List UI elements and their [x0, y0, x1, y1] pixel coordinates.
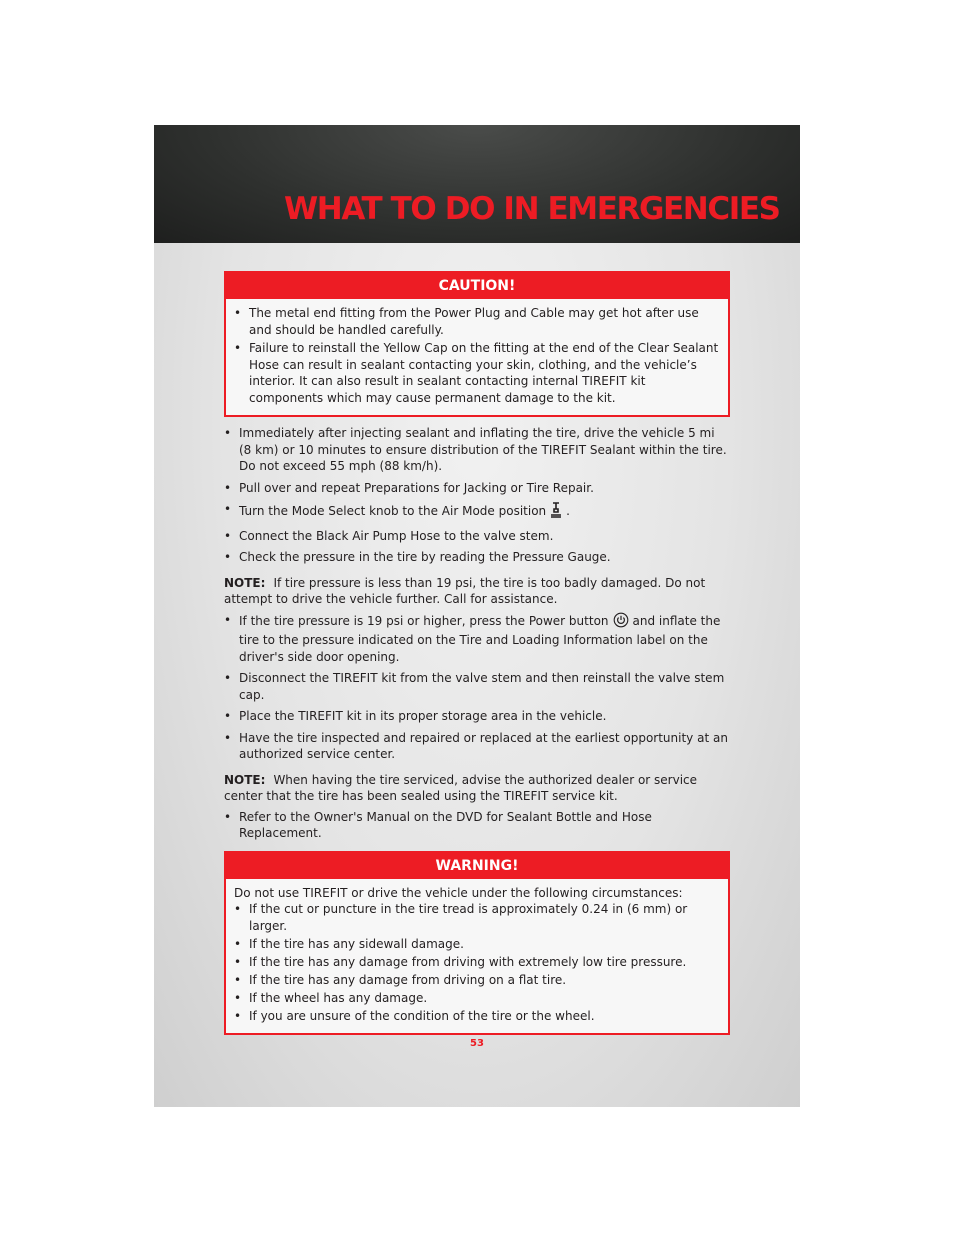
warning-item: • If the tire has any damage from driving with extremely low tire pressure.: [234, 954, 720, 971]
warning-item: • If the wheel has any damage.: [234, 990, 720, 1007]
power-step-after: and inflate the tire to the pressure indicated on the Tire and Loading Information label on the driver's side door opening.: [239, 613, 721, 664]
note: [224, 575, 730, 608]
list-item: • Connect the Black Air Pump Hose to the valve stem.: [224, 528, 730, 545]
warning-item: • If you are unsure of the condition of the tire or the wheel.: [234, 1008, 720, 1025]
caution-item: • The metal end fitting from the Power Plug and Cable may get hot after use and should be handled carefully.: [234, 305, 720, 338]
list-item-mode-select: [224, 501, 730, 523]
mode-step-text: Turn the Mode Select knob to the Air Mode position: [239, 504, 547, 518]
header-band: [154, 125, 800, 243]
warning-item: • If the cut or puncture in the tire tread is approximately 0.24 in (6 mm) or larger.: [234, 901, 720, 934]
warning-intro: Do not use TIREFIT or drive the vehicle under the following circumstances:: [234, 885, 683, 900]
note: [224, 772, 730, 805]
power-icon: [613, 612, 629, 633]
list-item: • Immediately after injecting sealant and inflating the tire, drive the vehicle 5 mi (8 km) or 10 minutes to ensure distribution of the TIREFIT Sealant within the tire. Do not exceed 55 mph (88 km/h).: [224, 425, 730, 475]
caution-item: • Failure to reinstall the Yellow Cap on the fitting at the end of the Clear Sealant Hose can result in sealant contacting your skin, clothing, and the vehicle’s interior. It can also result in sealant contacting internal TIREFIT kit components which may cause permanent damage to the kit.: [234, 340, 720, 406]
list-item: • Pull over and repeat Preparations for Jacking or Tire Repair.: [224, 480, 730, 497]
caution-list: [234, 305, 720, 406]
warning-list: [234, 901, 720, 1024]
list-item: • Place the TIREFIT kit in its proper storage area in the vehicle.: [224, 708, 730, 725]
steps-list: [224, 809, 730, 842]
note-label: NOTE:: [224, 575, 266, 590]
power-step-before: If the tire pressure is 19 psi or higher, press the Power button: [239, 613, 609, 628]
list-item: • Refer to the Owner's Manual on the DVD for Sealant Bottle and Hose Replacement.: [224, 809, 730, 842]
note-label: NOTE:: [224, 772, 266, 787]
warning-title: WARNING!: [226, 853, 728, 879]
steps-list: [224, 425, 730, 566]
warning-item: • If the tire has any damage from driving on a flat tire.: [234, 972, 720, 989]
note-text: If tire pressure is less than 19 psi, the tire is too badly damaged. Do not attempt to drive the vehicle further. Call for assistance.: [224, 575, 706, 606]
list-item: • Check the pressure in the tire by reading the Pressure Gauge.: [224, 549, 730, 566]
page-number: 53: [470, 1038, 484, 1049]
list-item: • Have the tire inspected and repaired or replaced at the earliest opportunity at an authorized service center.: [224, 730, 730, 763]
note-text: When having the tire serviced, advise the authorized dealer or service center that the tire has been sealed using the TIREFIT service kit.: [224, 772, 698, 803]
caution-box: [224, 271, 730, 417]
mode-step-suffix: .: [566, 504, 570, 518]
warning-box: [224, 851, 730, 1035]
steps-list: [224, 612, 730, 763]
air-pump-icon: [550, 501, 562, 523]
list-item: • Disconnect the TIREFIT kit from the valve stem and then reinstall the valve stem cap.: [224, 670, 730, 703]
caution-title: CAUTION!: [226, 273, 728, 299]
page-title: WHAT TO DO IN EMERGENCIES: [284, 191, 780, 227]
content-column: [224, 271, 730, 1035]
warning-item: • If the tire has any sidewall damage.: [234, 936, 720, 953]
list-item-power: [224, 612, 730, 666]
